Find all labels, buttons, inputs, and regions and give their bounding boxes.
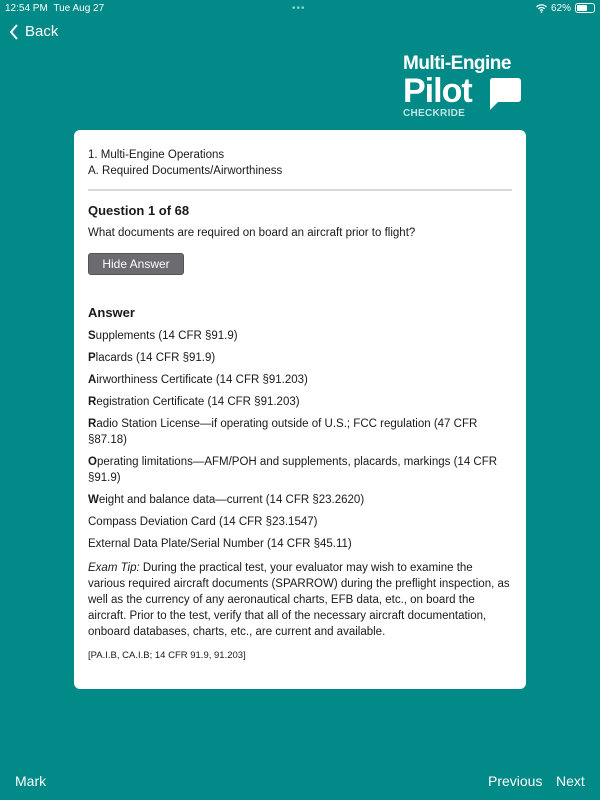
answer-item-initial: R — [88, 418, 97, 430]
back-button[interactable] — [9, 23, 58, 40]
answer-item — [88, 454, 512, 486]
answer-item-initial: S — [88, 330, 96, 342]
question-card — [74, 130, 526, 689]
answer-item — [88, 536, 512, 552]
wifi-icon — [536, 4, 547, 13]
answer-item — [88, 514, 512, 530]
answer-heading: Answer — [88, 305, 135, 320]
logo-line2: Pilot — [403, 72, 472, 110]
answer-item-initial: P — [88, 352, 96, 364]
answer-item — [88, 350, 512, 366]
answer-item-text: Compass Deviation Card (14 CFR §23.1547) — [88, 516, 318, 528]
answer-item-initial: W — [88, 494, 99, 506]
section-title: 1. Multi-Engine Operations — [88, 149, 225, 161]
answer-item — [88, 416, 512, 448]
answer-item — [88, 328, 512, 344]
next-button[interactable]: Next — [556, 773, 585, 789]
status-date: Tue Aug 27 — [53, 2, 105, 14]
answer-item — [88, 492, 512, 508]
logo-line3: CHECKRIDE — [403, 108, 466, 119]
exam-tip-label: Exam Tip: — [88, 562, 140, 574]
question-text: What documents are required on board an aircraft prior to flight? — [88, 227, 416, 239]
logo-line1: Multi-Engine — [403, 53, 511, 74]
hide-answer-button[interactable]: Hide Answer — [88, 253, 184, 275]
reference: [PA.I.B, CA.I.B; 14 CFR 91.9, 91.203] — [88, 650, 246, 661]
exam-tip — [88, 560, 512, 640]
chevron-left-icon — [9, 24, 19, 40]
answer-item-text: perating limitations—AFM/POH and supplements, placards, markings (14 CFR §91.9) — [88, 456, 498, 484]
subsection-title: A. Required Documents/Airworthiness — [88, 165, 283, 177]
answer-item-initial: O — [88, 456, 97, 468]
battery-percent: 62% — [550, 2, 571, 14]
back-label: Back — [25, 23, 59, 40]
answer-item — [88, 394, 512, 410]
answer-item-text: External Data Plate/Serial Number (14 CFR §45.11) — [88, 538, 352, 550]
question-number: Question 1 of 68 — [88, 203, 190, 218]
status-bar — [0, 0, 600, 16]
previous-button[interactable]: Previous — [488, 773, 543, 789]
answer-item-text: lacards (14 CFR §91.9) — [95, 352, 216, 364]
speech-bubble-icon — [486, 76, 522, 112]
status-time: 12:54 PM — [5, 2, 48, 14]
answer-item-initial: R — [88, 396, 97, 408]
answer-item-text: egistration Certificate (14 CFR §91.203) — [96, 396, 300, 408]
mark-button[interactable]: Mark — [15, 773, 47, 789]
answer-item — [88, 372, 512, 388]
answer-item-text: irworthiness Certificate (14 CFR §91.203) — [96, 374, 308, 386]
exam-tip-text: During the practical test, your evaluator may wish to examine the various required aircraft documents (SPARROW) during the preflight inspection, as well as the currency of any aeronautical charts, EFB data, etc., on board the aircraft. Prior to the test, verify that all of the necessary aircraft documentation, onboard databases, charts, etc., are current and available. — [88, 562, 510, 638]
answer-item-text: adio Station License—if operating outside of U.S.; FCC regulation (47 CFR §87.18) — [88, 418, 478, 446]
answer-item-initial: A — [88, 374, 97, 386]
answer-item-text: upplements (14 CFR §91.9) — [95, 330, 238, 342]
app-logo — [403, 54, 528, 120]
battery-icon — [575, 3, 595, 13]
divider — [88, 189, 512, 191]
answer-item-text: eight and balance data—current (14 CFR §23.2620) — [98, 494, 365, 506]
multitasking-dots[interactable]: ••• — [292, 3, 306, 14]
